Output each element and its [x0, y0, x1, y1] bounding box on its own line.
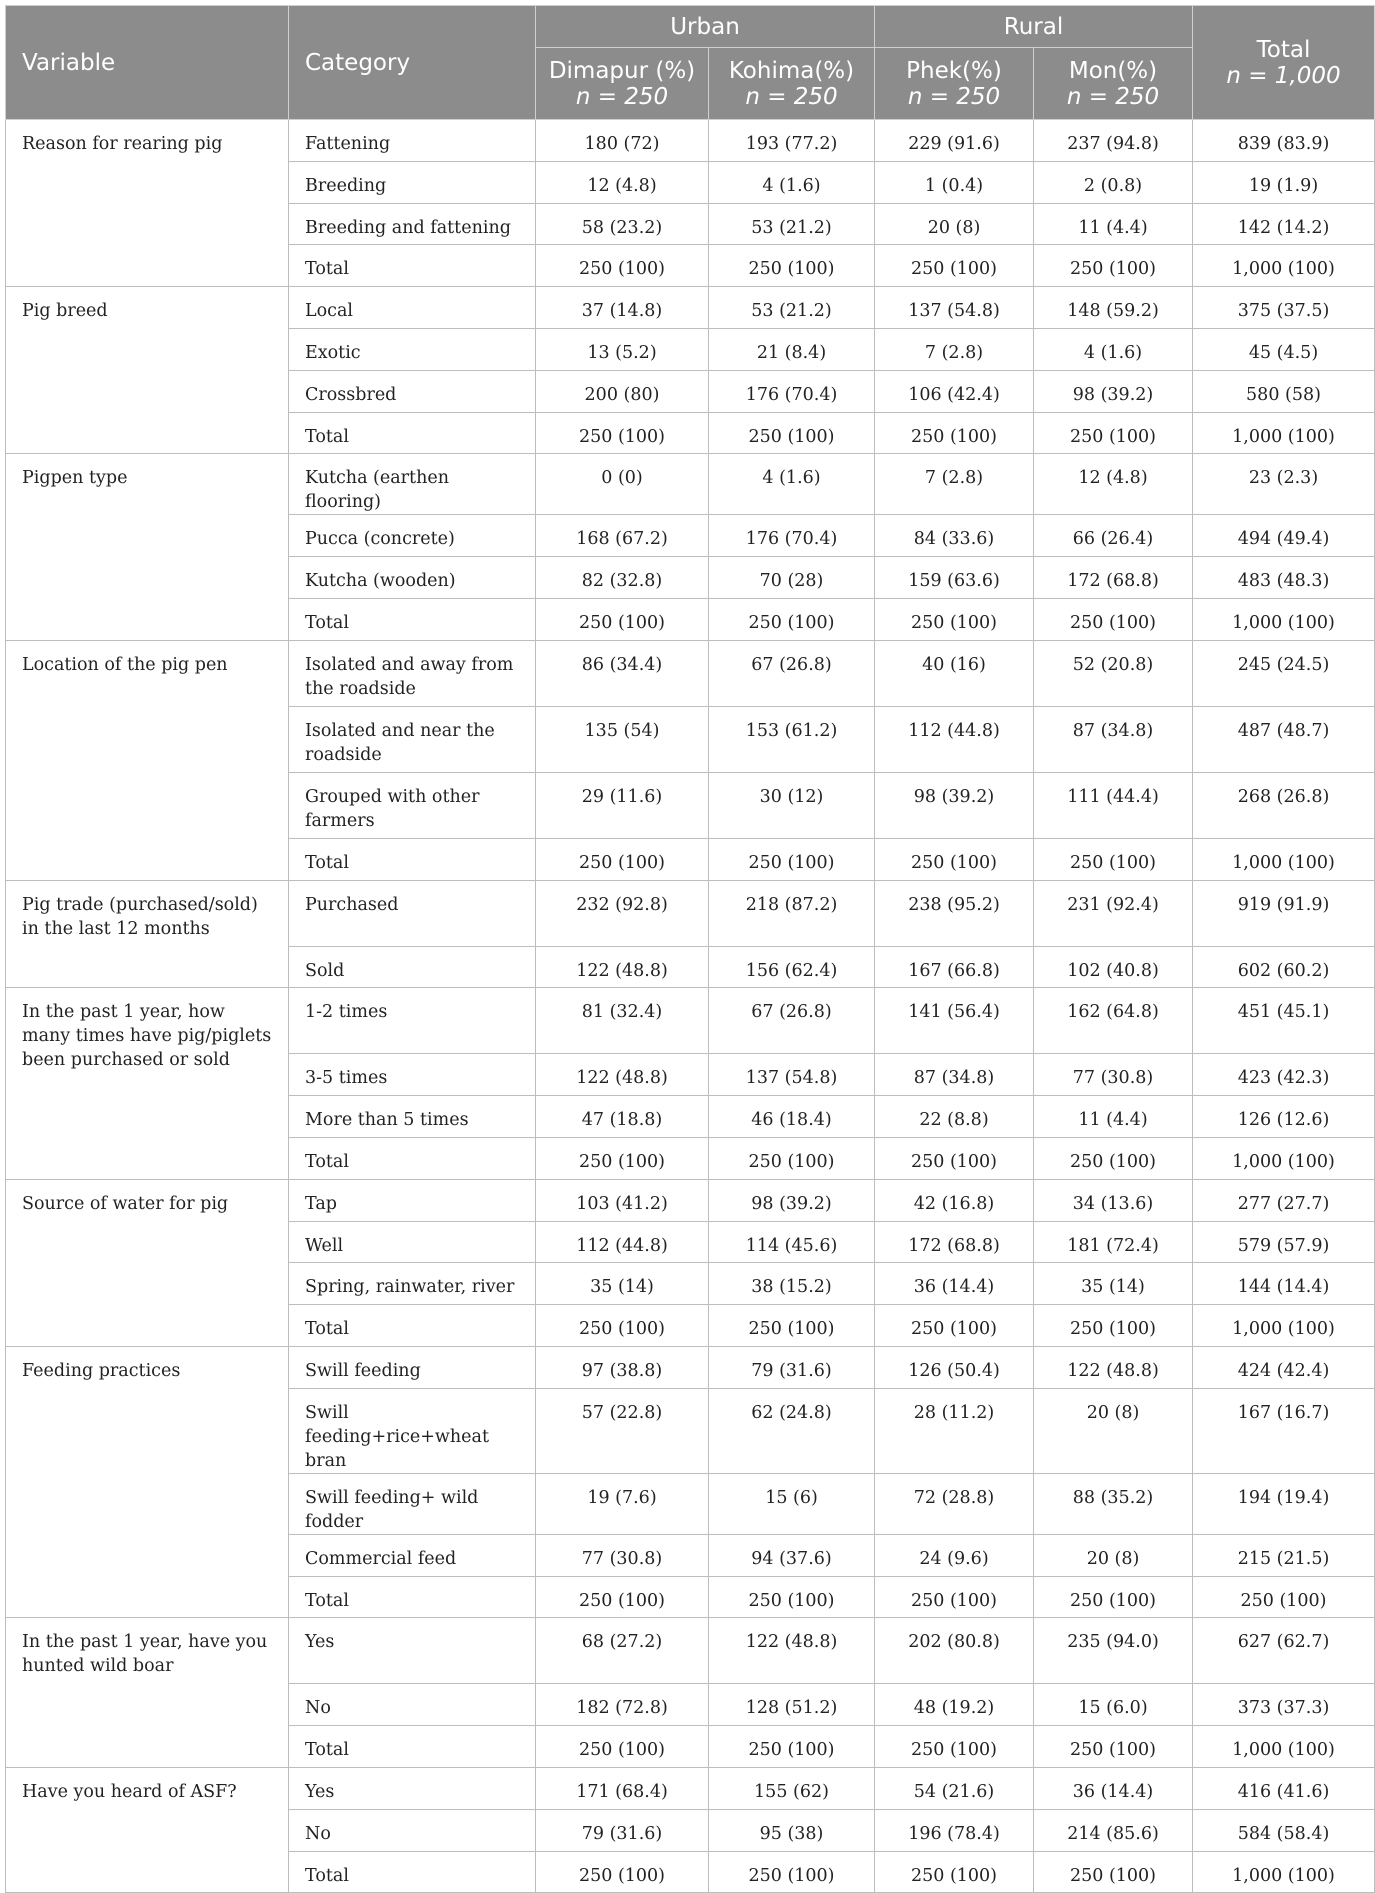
kohima-value-cell: 128 (51.2): [709, 1684, 875, 1726]
dimapur-value-cell: 19 (7.6): [536, 1473, 709, 1534]
mon-value-cell: 11 (4.4): [1034, 1096, 1193, 1138]
dimapur-value-cell: 68 (27.2): [536, 1618, 709, 1684]
total-value-cell: 245 (24.5): [1193, 640, 1375, 706]
phek-value-cell: 202 (80.8): [875, 1618, 1034, 1684]
phek-value-cell: 141 (56.4): [875, 988, 1034, 1054]
phek-value-cell: 250 (100): [875, 1305, 1034, 1347]
total-value-cell: 277 (27.7): [1193, 1179, 1375, 1221]
category-cell: Total: [289, 1851, 536, 1893]
mon-value-cell: 250 (100): [1034, 412, 1193, 454]
kohima-value-cell: 122 (48.8): [709, 1618, 875, 1684]
mon-value-cell: 20 (8): [1034, 1534, 1193, 1576]
total-value-cell: 627 (62.7): [1193, 1618, 1375, 1684]
category-cell: Total: [289, 245, 536, 287]
phek-value-cell: 250 (100): [875, 1576, 1034, 1618]
phek-value-cell: 250 (100): [875, 598, 1034, 640]
total-value-cell: 1,000 (100): [1193, 1137, 1375, 1179]
kohima-value-cell: 250 (100): [709, 1305, 875, 1347]
table-row: [6, 1179, 1375, 1221]
phek-value-cell: 196 (78.4): [875, 1809, 1034, 1851]
dimapur-value-cell: 250 (100): [536, 1305, 709, 1347]
variable-cell: In the past 1 year, have you hunted wild boar: [6, 1618, 289, 1768]
category-cell: Total: [289, 412, 536, 454]
header-mon: [1034, 48, 1193, 120]
table-row: [6, 640, 1375, 706]
category-cell: Total: [289, 1305, 536, 1347]
total-value-cell: 494 (49.4): [1193, 515, 1375, 557]
variable-cell: In the past 1 year, how many times have pig/piglets been purchased or sold: [6, 988, 289, 1179]
mon-value-cell: 250 (100): [1034, 1726, 1193, 1768]
kohima-value-cell: 250 (100): [709, 1726, 875, 1768]
kohima-value-cell: 156 (62.4): [709, 946, 875, 988]
kohima-value-cell: 250 (100): [709, 598, 875, 640]
dimapur-value-cell: 180 (72): [536, 120, 709, 162]
category-cell: Breeding and fattening: [289, 203, 536, 245]
table-row: [6, 880, 1375, 946]
dimapur-value-cell: 250 (100): [536, 1851, 709, 1893]
category-cell: Commercial feed: [289, 1534, 536, 1576]
phek-value-cell: 7 (2.8): [875, 454, 1034, 515]
header-total-name: Total: [1256, 36, 1311, 63]
category-cell: Pucca (concrete): [289, 515, 536, 557]
header-dimapur: [536, 48, 709, 120]
dimapur-value-cell: 112 (44.8): [536, 1221, 709, 1263]
kohima-value-cell: 250 (100): [709, 838, 875, 880]
header-mon-name: Mon(%): [1068, 57, 1158, 84]
mon-value-cell: 12 (4.8): [1034, 454, 1193, 515]
dimapur-value-cell: 12 (4.8): [536, 161, 709, 203]
kohima-value-cell: 67 (26.8): [709, 640, 875, 706]
kohima-value-cell: 250 (100): [709, 1576, 875, 1618]
phek-value-cell: 250 (100): [875, 1726, 1034, 1768]
dimapur-value-cell: 47 (18.8): [536, 1096, 709, 1138]
dimapur-value-cell: 250 (100): [536, 245, 709, 287]
category-cell: Total: [289, 1726, 536, 1768]
mon-value-cell: 77 (30.8): [1034, 1054, 1193, 1096]
total-value-cell: 579 (57.9): [1193, 1221, 1375, 1263]
variable-cell: Pig trade (purchased/sold) in the last 12 months: [6, 880, 289, 988]
kohima-value-cell: 4 (1.6): [709, 161, 875, 203]
phek-value-cell: 98 (39.2): [875, 772, 1034, 838]
mon-value-cell: 172 (68.8): [1034, 557, 1193, 599]
total-value-cell: 602 (60.2): [1193, 946, 1375, 988]
phek-value-cell: 36 (14.4): [875, 1263, 1034, 1305]
mon-value-cell: 34 (13.6): [1034, 1179, 1193, 1221]
category-cell: Purchased: [289, 880, 536, 946]
category-cell: Breeding: [289, 161, 536, 203]
kohima-value-cell: 250 (100): [709, 1137, 875, 1179]
kohima-value-cell: 94 (37.6): [709, 1534, 875, 1576]
kohima-value-cell: 62 (24.8): [709, 1388, 875, 1473]
variable-cell: Source of water for pig: [6, 1179, 289, 1346]
dimapur-value-cell: 168 (67.2): [536, 515, 709, 557]
kohima-value-cell: 176 (70.4): [709, 370, 875, 412]
category-cell: More than 5 times: [289, 1096, 536, 1138]
dimapur-value-cell: 232 (92.8): [536, 880, 709, 946]
kohima-value-cell: 250 (100): [709, 245, 875, 287]
dimapur-value-cell: 122 (48.8): [536, 946, 709, 988]
table-row: [6, 988, 1375, 1054]
kohima-value-cell: 137 (54.8): [709, 1054, 875, 1096]
dimapur-value-cell: 200 (80): [536, 370, 709, 412]
variable-cell: Pigpen type: [6, 454, 289, 640]
category-cell: Yes: [289, 1767, 536, 1809]
dimapur-value-cell: 13 (5.2): [536, 328, 709, 370]
total-value-cell: 45 (4.5): [1193, 328, 1375, 370]
variable-cell: Location of the pig pen: [6, 640, 289, 880]
phek-value-cell: 24 (9.6): [875, 1534, 1034, 1576]
mon-value-cell: 250 (100): [1034, 1137, 1193, 1179]
phek-value-cell: 22 (8.8): [875, 1096, 1034, 1138]
phek-value-cell: 42 (16.8): [875, 1179, 1034, 1221]
variable-cell: Feeding practices: [6, 1346, 289, 1617]
phek-value-cell: 20 (8): [875, 203, 1034, 245]
kohima-value-cell: 30 (12): [709, 772, 875, 838]
total-value-cell: 144 (14.4): [1193, 1263, 1375, 1305]
dimapur-value-cell: 250 (100): [536, 1576, 709, 1618]
phek-value-cell: 72 (28.8): [875, 1473, 1034, 1534]
mon-value-cell: 11 (4.4): [1034, 203, 1193, 245]
dimapur-value-cell: 171 (68.4): [536, 1767, 709, 1809]
kohima-value-cell: 176 (70.4): [709, 515, 875, 557]
kohima-value-cell: 53 (21.2): [709, 287, 875, 329]
mon-value-cell: 162 (64.8): [1034, 988, 1193, 1054]
phek-value-cell: 54 (21.6): [875, 1767, 1034, 1809]
table-row: [6, 1767, 1375, 1809]
phek-value-cell: 250 (100): [875, 1851, 1034, 1893]
total-value-cell: 23 (2.3): [1193, 454, 1375, 515]
mon-value-cell: 52 (20.8): [1034, 640, 1193, 706]
category-cell: Spring, rainwater, river: [289, 1263, 536, 1305]
dimapur-value-cell: 58 (23.2): [536, 203, 709, 245]
table-row: [6, 1346, 1375, 1388]
header-phek-n: n = 250: [907, 83, 1001, 110]
category-cell: Total: [289, 838, 536, 880]
mon-value-cell: 250 (100): [1034, 245, 1193, 287]
phek-value-cell: 250 (100): [875, 838, 1034, 880]
table-row: [6, 1618, 1375, 1684]
dimapur-value-cell: 122 (48.8): [536, 1054, 709, 1096]
dimapur-value-cell: 250 (100): [536, 838, 709, 880]
total-value-cell: 194 (19.4): [1193, 1473, 1375, 1534]
category-cell: Yes: [289, 1618, 536, 1684]
mon-value-cell: 35 (14): [1034, 1263, 1193, 1305]
dimapur-value-cell: 81 (32.4): [536, 988, 709, 1054]
category-cell: Total: [289, 1576, 536, 1618]
dimapur-value-cell: 82 (32.8): [536, 557, 709, 599]
category-cell: Tap: [289, 1179, 536, 1221]
total-value-cell: 424 (42.4): [1193, 1346, 1375, 1388]
category-cell: Exotic: [289, 328, 536, 370]
kohima-value-cell: 15 (6): [709, 1473, 875, 1534]
mon-value-cell: 88 (35.2): [1034, 1473, 1193, 1534]
table-header: [6, 6, 1375, 120]
phek-value-cell: 106 (42.4): [875, 370, 1034, 412]
kohima-value-cell: 98 (39.2): [709, 1179, 875, 1221]
category-cell: Total: [289, 1137, 536, 1179]
category-cell: Swill feeding+ wild fodder: [289, 1473, 536, 1534]
total-value-cell: 451 (45.1): [1193, 988, 1375, 1054]
header-mon-n: n = 250: [1066, 83, 1160, 110]
mon-value-cell: 4 (1.6): [1034, 328, 1193, 370]
total-value-cell: 215 (21.5): [1193, 1534, 1375, 1576]
kohima-value-cell: 155 (62): [709, 1767, 875, 1809]
phek-value-cell: 167 (66.8): [875, 946, 1034, 988]
total-value-cell: 423 (42.3): [1193, 1054, 1375, 1096]
category-cell: Total: [289, 598, 536, 640]
total-value-cell: 373 (37.3): [1193, 1684, 1375, 1726]
phek-value-cell: 229 (91.6): [875, 120, 1034, 162]
header-phek-name: Phek(%): [906, 57, 1002, 84]
dimapur-value-cell: 0 (0): [536, 454, 709, 515]
mon-value-cell: 250 (100): [1034, 1576, 1193, 1618]
category-cell: Swill feeding+rice+wheat bran: [289, 1388, 536, 1473]
mon-value-cell: 181 (72.4): [1034, 1221, 1193, 1263]
phek-value-cell: 137 (54.8): [875, 287, 1034, 329]
total-value-cell: 483 (48.3): [1193, 557, 1375, 599]
mon-value-cell: 111 (44.4): [1034, 772, 1193, 838]
kohima-value-cell: 53 (21.2): [709, 203, 875, 245]
kohima-value-cell: 218 (87.2): [709, 880, 875, 946]
total-value-cell: 1,000 (100): [1193, 1305, 1375, 1347]
category-cell: Grouped with other farmers: [289, 772, 536, 838]
total-value-cell: 142 (14.2): [1193, 203, 1375, 245]
table-row: [6, 454, 1375, 515]
category-cell: Sold: [289, 946, 536, 988]
total-value-cell: 1,000 (100): [1193, 838, 1375, 880]
header-total: [1193, 6, 1375, 120]
dimapur-value-cell: 250 (100): [536, 598, 709, 640]
category-cell: 3-5 times: [289, 1054, 536, 1096]
mon-value-cell: 2 (0.8): [1034, 161, 1193, 203]
total-value-cell: 416 (41.6): [1193, 1767, 1375, 1809]
kohima-value-cell: 250 (100): [709, 412, 875, 454]
table-row: [6, 287, 1375, 329]
phek-value-cell: 84 (33.6): [875, 515, 1034, 557]
dimapur-value-cell: 97 (38.8): [536, 1346, 709, 1388]
header-category: Category: [289, 6, 536, 120]
mon-value-cell: 235 (94.0): [1034, 1618, 1193, 1684]
variable-cell: Have you heard of ASF?: [6, 1767, 289, 1892]
mon-value-cell: 148 (59.2): [1034, 287, 1193, 329]
header-urban: Urban: [536, 6, 875, 48]
phek-value-cell: 1 (0.4): [875, 161, 1034, 203]
total-value-cell: 19 (1.9): [1193, 161, 1375, 203]
mon-value-cell: 15 (6.0): [1034, 1684, 1193, 1726]
header-dimapur-name: Dimapur (%): [548, 57, 696, 84]
kohima-value-cell: 114 (45.6): [709, 1221, 875, 1263]
variable-cell: Pig breed: [6, 287, 289, 454]
phek-value-cell: 159 (63.6): [875, 557, 1034, 599]
phek-value-cell: 87 (34.8): [875, 1054, 1034, 1096]
variable-cell: Reason for rearing pig: [6, 120, 289, 287]
category-cell: Fattening: [289, 120, 536, 162]
total-value-cell: 1,000 (100): [1193, 1851, 1375, 1893]
phek-value-cell: 250 (100): [875, 245, 1034, 287]
dimapur-value-cell: 250 (100): [536, 412, 709, 454]
dimapur-value-cell: 37 (14.8): [536, 287, 709, 329]
phek-value-cell: 112 (44.8): [875, 706, 1034, 772]
mon-value-cell: 102 (40.8): [1034, 946, 1193, 988]
kohima-value-cell: 38 (15.2): [709, 1263, 875, 1305]
phek-value-cell: 28 (11.2): [875, 1388, 1034, 1473]
dimapur-value-cell: 77 (30.8): [536, 1534, 709, 1576]
total-value-cell: 375 (37.5): [1193, 287, 1375, 329]
total-value-cell: 1,000 (100): [1193, 1726, 1375, 1768]
dimapur-value-cell: 79 (31.6): [536, 1809, 709, 1851]
total-value-cell: 250 (100): [1193, 1576, 1375, 1618]
total-value-cell: 167 (16.7): [1193, 1388, 1375, 1473]
category-cell: Crossbred: [289, 370, 536, 412]
total-value-cell: 584 (58.4): [1193, 1809, 1375, 1851]
kohima-value-cell: 67 (26.8): [709, 988, 875, 1054]
header-kohima-name: Kohima(%): [728, 57, 855, 84]
total-value-cell: 1,000 (100): [1193, 245, 1375, 287]
phek-value-cell: 40 (16): [875, 640, 1034, 706]
total-value-cell: 487 (48.7): [1193, 706, 1375, 772]
kohima-value-cell: 46 (18.4): [709, 1096, 875, 1138]
category-cell: 1-2 times: [289, 988, 536, 1054]
header-total-n: n = 1,000: [1226, 62, 1341, 89]
mon-value-cell: 122 (48.8): [1034, 1346, 1193, 1388]
mon-value-cell: 250 (100): [1034, 598, 1193, 640]
total-value-cell: 268 (26.8): [1193, 772, 1375, 838]
mon-value-cell: 250 (100): [1034, 838, 1193, 880]
total-value-cell: 1,000 (100): [1193, 412, 1375, 454]
phek-value-cell: 172 (68.8): [875, 1221, 1034, 1263]
mon-value-cell: 214 (85.6): [1034, 1809, 1193, 1851]
kohima-value-cell: 193 (77.2): [709, 120, 875, 162]
kohima-value-cell: 250 (100): [709, 1851, 875, 1893]
dimapur-value-cell: 135 (54): [536, 706, 709, 772]
kohima-value-cell: 4 (1.6): [709, 454, 875, 515]
category-cell: Isolated and near the roadside: [289, 706, 536, 772]
mon-value-cell: 231 (92.4): [1034, 880, 1193, 946]
mon-value-cell: 250 (100): [1034, 1305, 1193, 1347]
category-cell: Local: [289, 287, 536, 329]
total-value-cell: 126 (12.6): [1193, 1096, 1375, 1138]
mon-value-cell: 237 (94.8): [1034, 120, 1193, 162]
total-value-cell: 919 (91.9): [1193, 880, 1375, 946]
category-cell: Kutcha (earthen flooring): [289, 454, 536, 515]
category-cell: Well: [289, 1221, 536, 1263]
mon-value-cell: 87 (34.8): [1034, 706, 1193, 772]
phek-value-cell: 250 (100): [875, 1137, 1034, 1179]
mon-value-cell: 98 (39.2): [1034, 370, 1193, 412]
total-value-cell: 580 (58): [1193, 370, 1375, 412]
data-table: [5, 5, 1375, 1893]
header-variable: Variable: [6, 6, 289, 120]
kohima-value-cell: 21 (8.4): [709, 328, 875, 370]
kohima-value-cell: 79 (31.6): [709, 1346, 875, 1388]
phek-value-cell: 48 (19.2): [875, 1684, 1034, 1726]
kohima-value-cell: 70 (28): [709, 557, 875, 599]
category-cell: No: [289, 1684, 536, 1726]
phek-value-cell: 126 (50.4): [875, 1346, 1034, 1388]
kohima-value-cell: 95 (38): [709, 1809, 875, 1851]
mon-value-cell: 66 (26.4): [1034, 515, 1193, 557]
mon-value-cell: 250 (100): [1034, 1851, 1193, 1893]
total-value-cell: 1,000 (100): [1193, 598, 1375, 640]
dimapur-value-cell: 250 (100): [536, 1726, 709, 1768]
table-row: [6, 120, 1375, 162]
mon-value-cell: 36 (14.4): [1034, 1767, 1193, 1809]
dimapur-value-cell: 250 (100): [536, 1137, 709, 1179]
category-cell: Isolated and away from the roadside: [289, 640, 536, 706]
header-dimapur-n: n = 250: [575, 83, 669, 110]
dimapur-value-cell: 57 (22.8): [536, 1388, 709, 1473]
header-phek: [875, 48, 1034, 120]
category-cell: Swill feeding: [289, 1346, 536, 1388]
header-kohima: [709, 48, 875, 120]
dimapur-value-cell: 103 (41.2): [536, 1179, 709, 1221]
header-rural: Rural: [875, 6, 1193, 48]
phek-value-cell: 7 (2.8): [875, 328, 1034, 370]
category-cell: No: [289, 1809, 536, 1851]
total-value-cell: 839 (83.9): [1193, 120, 1375, 162]
dimapur-value-cell: 182 (72.8): [536, 1684, 709, 1726]
dimapur-value-cell: 29 (11.6): [536, 772, 709, 838]
mon-value-cell: 20 (8): [1034, 1388, 1193, 1473]
header-kohima-n: n = 250: [745, 83, 838, 110]
kohima-value-cell: 153 (61.2): [709, 706, 875, 772]
phek-value-cell: 238 (95.2): [875, 880, 1034, 946]
phek-value-cell: 250 (100): [875, 412, 1034, 454]
dimapur-value-cell: 86 (34.4): [536, 640, 709, 706]
table-body: [6, 120, 1375, 1893]
dimapur-value-cell: 35 (14): [536, 1263, 709, 1305]
category-cell: Kutcha (wooden): [289, 557, 536, 599]
table-container: [5, 5, 1374, 1893]
